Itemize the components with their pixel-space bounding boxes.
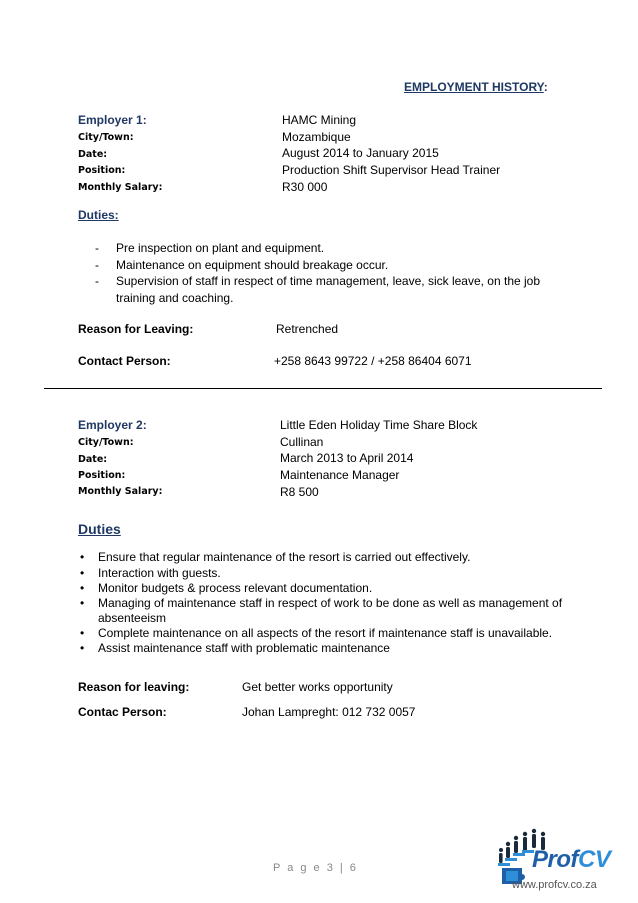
bullet-marker: •	[80, 581, 85, 595]
city-value: Mozambique	[282, 130, 351, 144]
bullet-marker: •	[80, 550, 85, 564]
date-label: Date:	[78, 454, 108, 465]
salary-label: Monthly Salary:	[78, 182, 163, 193]
list-item: absenteeism	[98, 611, 167, 625]
logo-cv: CV	[578, 846, 611, 873]
logo-wordmark	[532, 846, 610, 874]
heading-colon: :	[543, 80, 548, 94]
bullet-marker: •	[80, 566, 85, 580]
bullet-marker: •	[80, 596, 85, 610]
date-value: March 2013 to April 2014	[280, 451, 414, 465]
salary-value: R8 500	[280, 485, 319, 499]
list-item: Managing of maintenance staff in respect of work to be done as well as management of	[98, 596, 563, 610]
reason-value: Get better works opportunity	[242, 680, 393, 694]
page-number: P a g e 3 | 6	[273, 862, 358, 874]
list-item: Complete maintenance on all aspects of the resort if maintenance staff is unavailable.	[98, 626, 553, 640]
employer1-label: Employer 1:	[78, 113, 147, 127]
date-label: Date:	[78, 149, 108, 160]
list-item: Assist maintenance staff with problematic maintenance	[98, 641, 390, 655]
list-item: Supervision of staff in respect of time management, leave, sick leave, on the job	[116, 274, 541, 288]
position-label: Position:	[78, 165, 126, 176]
contact-label: Contac Person:	[78, 705, 167, 719]
section-heading	[404, 80, 548, 94]
dash-marker: -	[95, 258, 99, 272]
list-item: Pre inspection on plant and equipment.	[116, 241, 325, 255]
reason-label: Reason for Leaving:	[78, 322, 194, 336]
contact-value: Johan Lampreght: 012 732 0057	[242, 705, 416, 719]
city-label: City/Town:	[78, 132, 134, 143]
position-value: Maintenance Manager	[280, 468, 400, 482]
duties-title: Duties:	[78, 208, 119, 222]
salary-value: R30 000	[282, 180, 328, 194]
list-item: Monitor budgets & process relevant documentation.	[98, 581, 373, 595]
employer1-value: HAMC Mining	[282, 113, 357, 127]
logo-prof: Prof	[532, 846, 578, 873]
city-value: Cullinan	[280, 435, 324, 449]
bullet-marker: •	[80, 641, 85, 655]
salary-label: Monthly Salary:	[78, 486, 163, 497]
position-label: Position:	[78, 470, 126, 481]
duties-title: Duties	[78, 521, 121, 537]
employer2-label: Employer 2:	[78, 418, 147, 432]
list-item: Maintenance on equipment should breakage occur.	[116, 258, 389, 272]
bullet-marker: •	[80, 626, 85, 640]
date-value: August 2014 to January 2015	[282, 146, 439, 160]
profcv-logo	[496, 828, 611, 894]
reason-label: Reason for leaving:	[78, 680, 190, 694]
contact-value: +258 8643 99722 / +258 86404 6071	[274, 354, 472, 368]
logo-url: www.profcv.co.za	[512, 879, 597, 891]
dash-marker: -	[95, 274, 99, 288]
list-item: training and coaching.	[116, 291, 234, 305]
employer2-value: Little Eden Holiday Time Share Block	[280, 418, 478, 432]
list-item: Interaction with guests.	[98, 566, 221, 580]
heading-title: EMPLOYMENT HISTORY	[404, 80, 544, 94]
dash-marker: -	[95, 241, 99, 255]
contact-label: Contact Person:	[78, 354, 171, 368]
section-divider	[44, 388, 602, 389]
position-value: Production Shift Supervisor Head Trainer	[282, 163, 501, 177]
city-label: City/Town:	[78, 437, 134, 448]
list-item: Ensure that regular maintenance of the resort is carried out effectively.	[98, 550, 471, 564]
reason-value: Retrenched	[276, 322, 339, 336]
